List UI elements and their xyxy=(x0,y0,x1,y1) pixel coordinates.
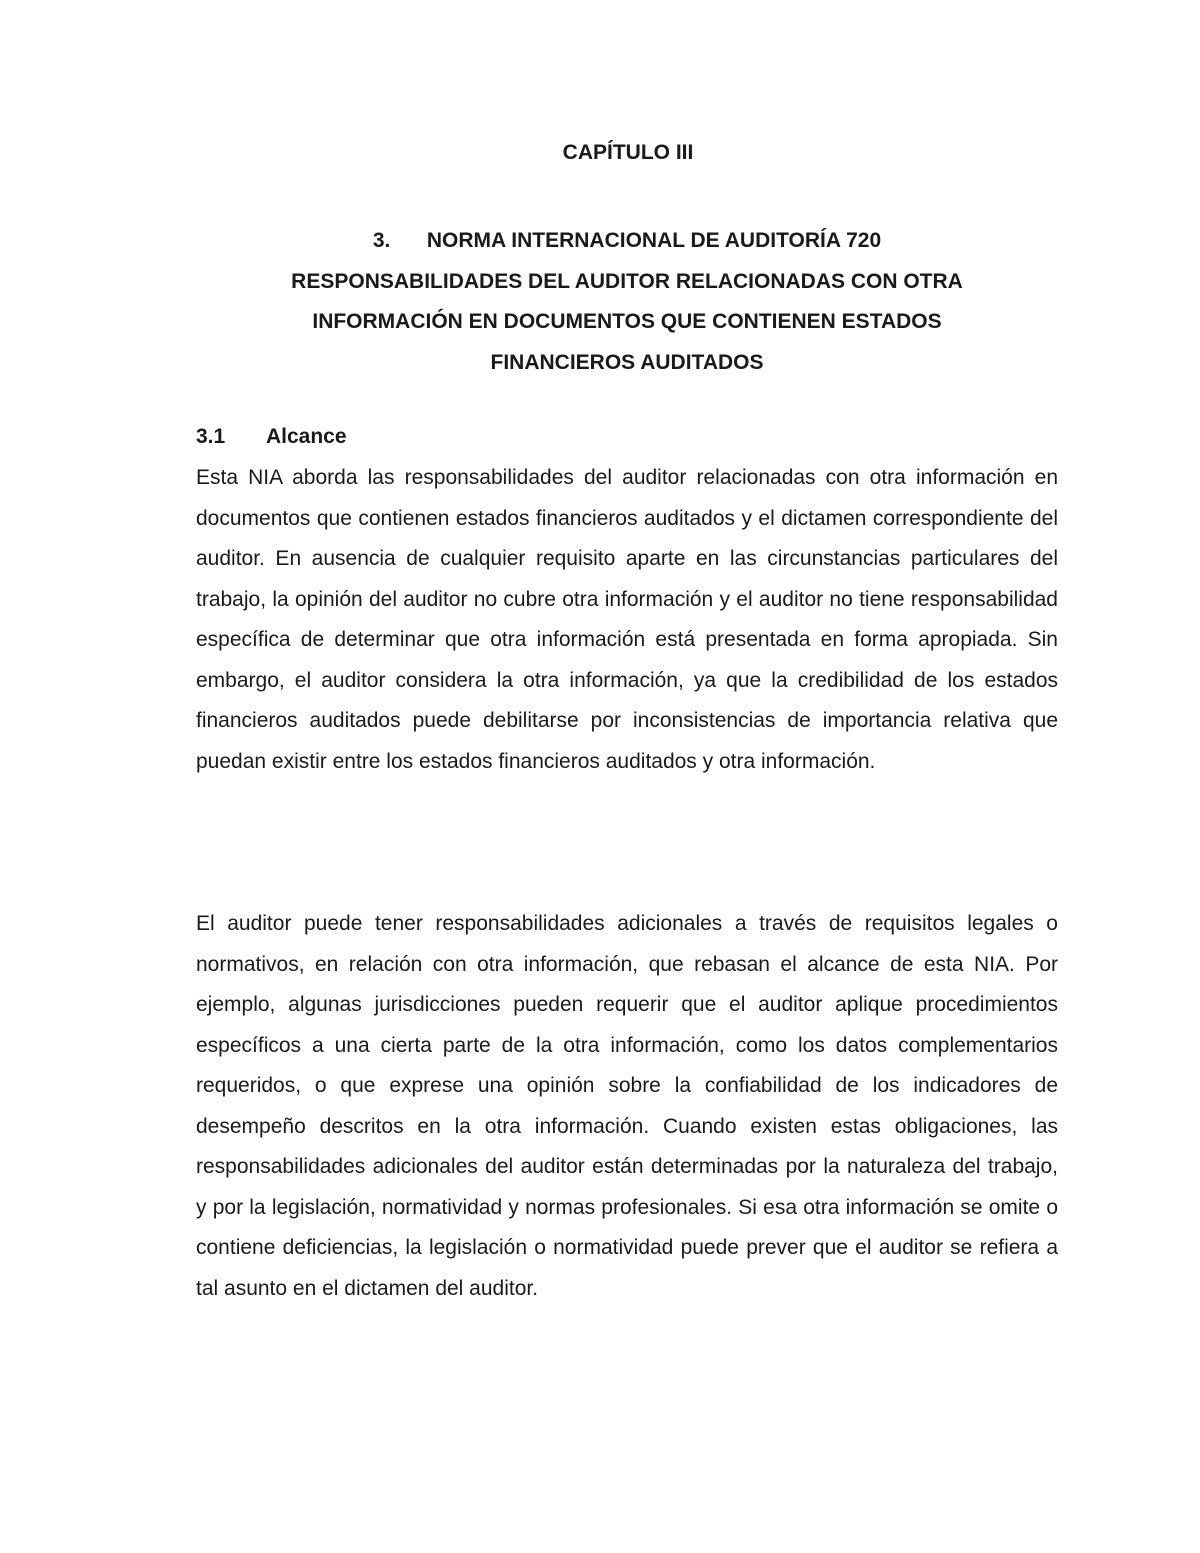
subsection-title: Alcance xyxy=(266,425,347,448)
chapter-title: CAPÍTULO III xyxy=(562,141,694,164)
section-heading xyxy=(196,221,1058,383)
section-title-text: NORMA INTERNACIONAL DE AUDITORÍA 720 xyxy=(426,229,882,252)
paragraph-2: El auditor puede tener responsabilidades adicionales a través de requisitos legales o normativos, en relación con otra información, que rebasan el alcance de esta NIA. Por ejemplo, algunas jurisdicciones pueden requerir que el auditor aplique procedimientos específicos a una cierta parte de la otra información, como los datos complementarios requeridos, o que exprese una opinión sobre la confiabilidad de los indicadores de desempeño descritos en la otra información. Cuando existen estas obligaciones, las responsabilidades adicionales del auditor están determinadas por la naturaleza del trabajo, y por la legislación, normatividad y normas profesionales. Si esa otra información se omite o contiene deficiencias, la legislación o normatividad puede prever que el auditor se refiera a tal asunto en el dictamen del auditor. xyxy=(196,912,1058,1300)
section-title-line-1 xyxy=(196,221,1058,262)
paragraph-1: Esta NIA aborda las responsabilidades del auditor relacionadas con otra información en documentos que contienen estados financieros auditados y el dictamen correspondiente del auditor. En ausencia de cualquier requisito aparte en las circunstancias particulares del trabajo, la opinión del auditor no cubre otra información y el auditor no tiene responsabilidad específica de determinar que otra información está presentada en forma apropiada. Sin embargo, el auditor considera la otra información, ya que la credibilidad de los estados financieros auditados puede debilitarse por inconsistencias de importancia relativa que puedan existir entre los estados financieros auditados y otra información. xyxy=(196,466,1058,773)
section-title-line-3: INFORMACIÓN EN DOCUMENTOS QUE CONTIENEN ESTADOS xyxy=(312,310,942,333)
section-title-line-2: RESPONSABILIDADES DEL AUDITOR RELACIONADAS CON OTRA xyxy=(291,269,963,293)
subsection-heading xyxy=(196,423,347,451)
subsection-number: 3.1 xyxy=(196,425,226,448)
section-number: 3. xyxy=(372,229,391,252)
section-title-line-4: FINANCIEROS AUDITADOS xyxy=(490,350,764,374)
